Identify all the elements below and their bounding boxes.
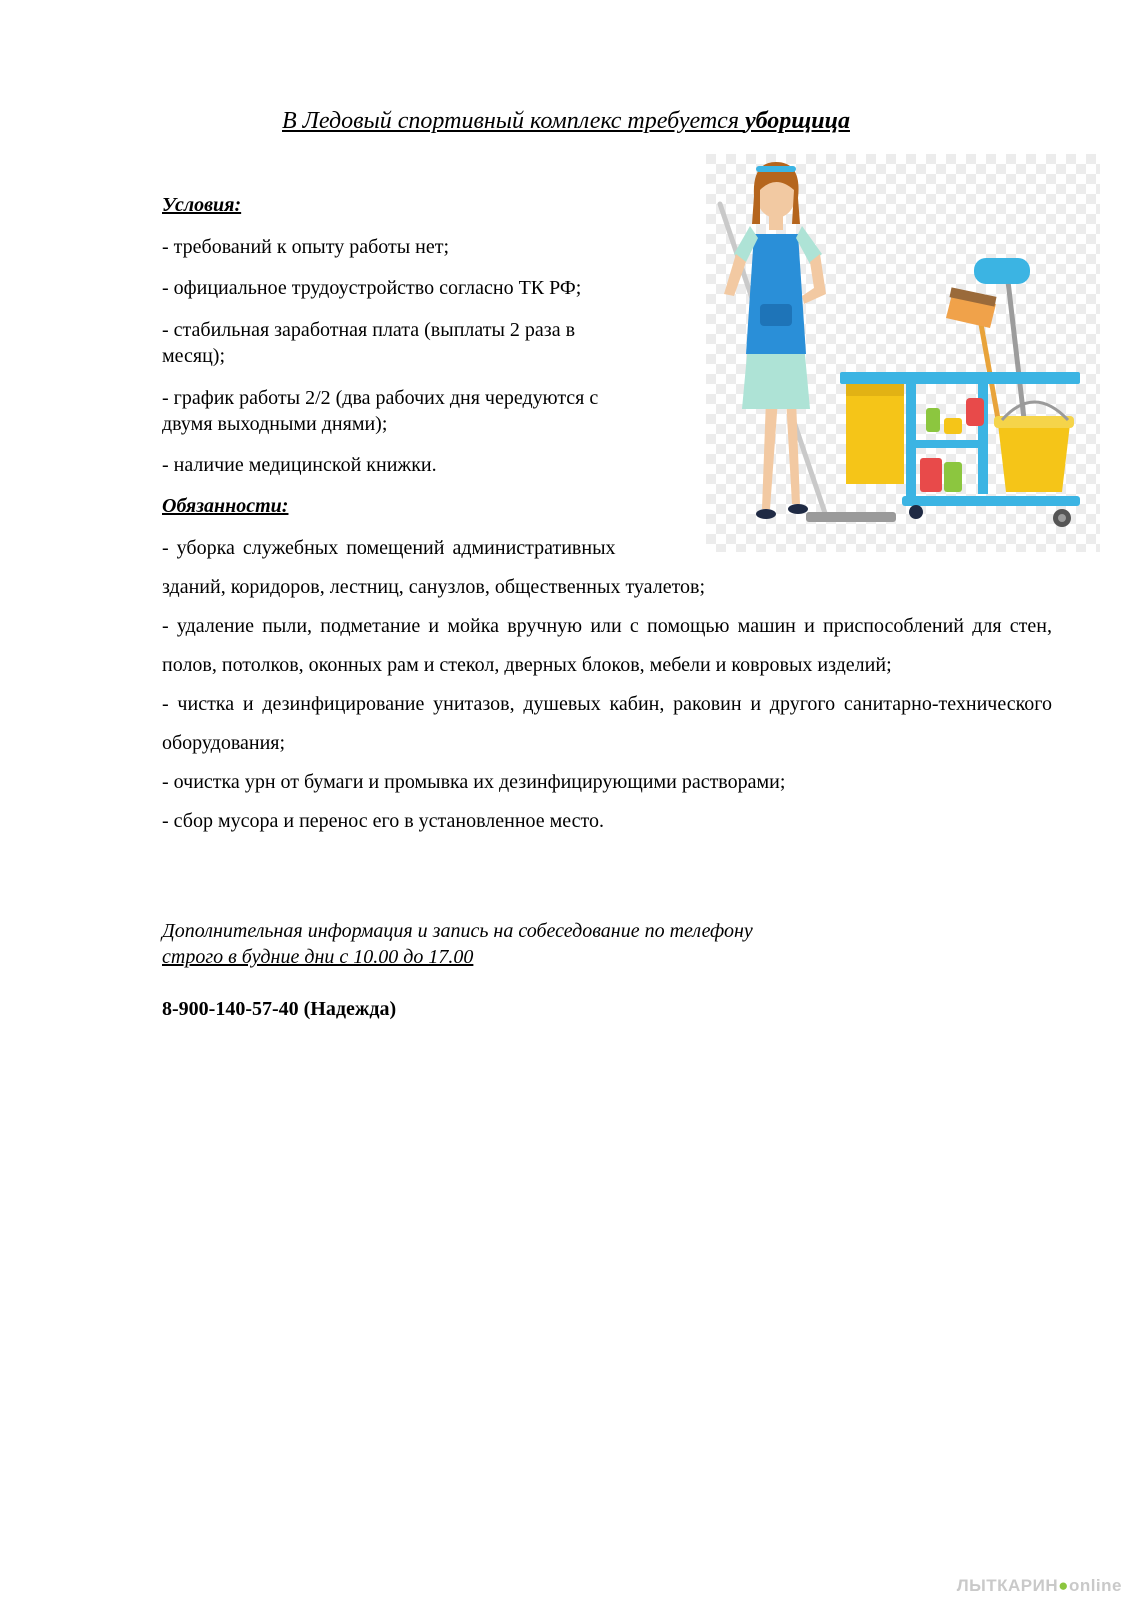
condition-item: - график работы 2/2 (два рабочих дня чередуются с: [162, 387, 599, 409]
contact-hours: строго в будние дни с 10.00 до 17.00: [162, 946, 474, 968]
contact-phone: 8-900-140-57-40 (Надежда): [162, 998, 397, 1020]
contact-line: Дополнительная информация и запись на собеседование по телефону: [162, 920, 753, 942]
duty-item: зданий, коридоров, лестниц, санузлов, общественных туалетов;: [162, 576, 706, 598]
condition-item: - стабильная заработная плата (выплаты 2 раза в: [162, 319, 576, 341]
condition-item-continued: месяц);: [162, 345, 226, 367]
title-prefix: В Ледовый спортивный комплекс требуется: [282, 108, 745, 134]
duty-item: - чистка и дезинфицирование унитазов, душевых кабин, раковин и другого санитарно-технического оборудования;: [162, 693, 1052, 754]
duty-item: - удаление пыли, подметание и мойка вручную или с помощью машин и приспособлений для стен, полов, потолков, оконных рам и стекол, дверных блоков, мебели и ковровых изделий;: [162, 615, 1052, 676]
duty-item: - сбор мусора и перенос его в установленное место.: [162, 810, 605, 832]
watermark-suffix: online: [1068, 1576, 1122, 1595]
page-title: [0, 108, 1132, 135]
condition-item: - требований к опыту работы нет;: [162, 236, 450, 258]
contact-info: [162, 918, 753, 970]
title-highlight: уборщица: [744, 108, 850, 134]
condition-item-continued: двумя выходными днями);: [162, 413, 388, 435]
cleaner-illustration: [706, 154, 1100, 552]
condition-item: - официальное трудоустройство согласно ТК РФ;: [162, 277, 582, 299]
watermark-brand: ЛЫТКАРИН: [956, 1576, 1059, 1595]
watermark-dot: ●: [1058, 1576, 1069, 1595]
duties-heading: Обязанности:: [162, 495, 289, 517]
duty-item: - очистка урн от бумаги и промывка их дезинфицирующими растворами;: [162, 771, 786, 793]
site-watermark: [957, 1576, 1122, 1596]
conditions-heading: Условия:: [162, 194, 242, 216]
condition-item: - наличие медицинской книжки.: [162, 454, 437, 476]
duty-item-first-line: - уборка служебных помещений административных: [162, 537, 616, 559]
duties-list: [162, 568, 1052, 841]
